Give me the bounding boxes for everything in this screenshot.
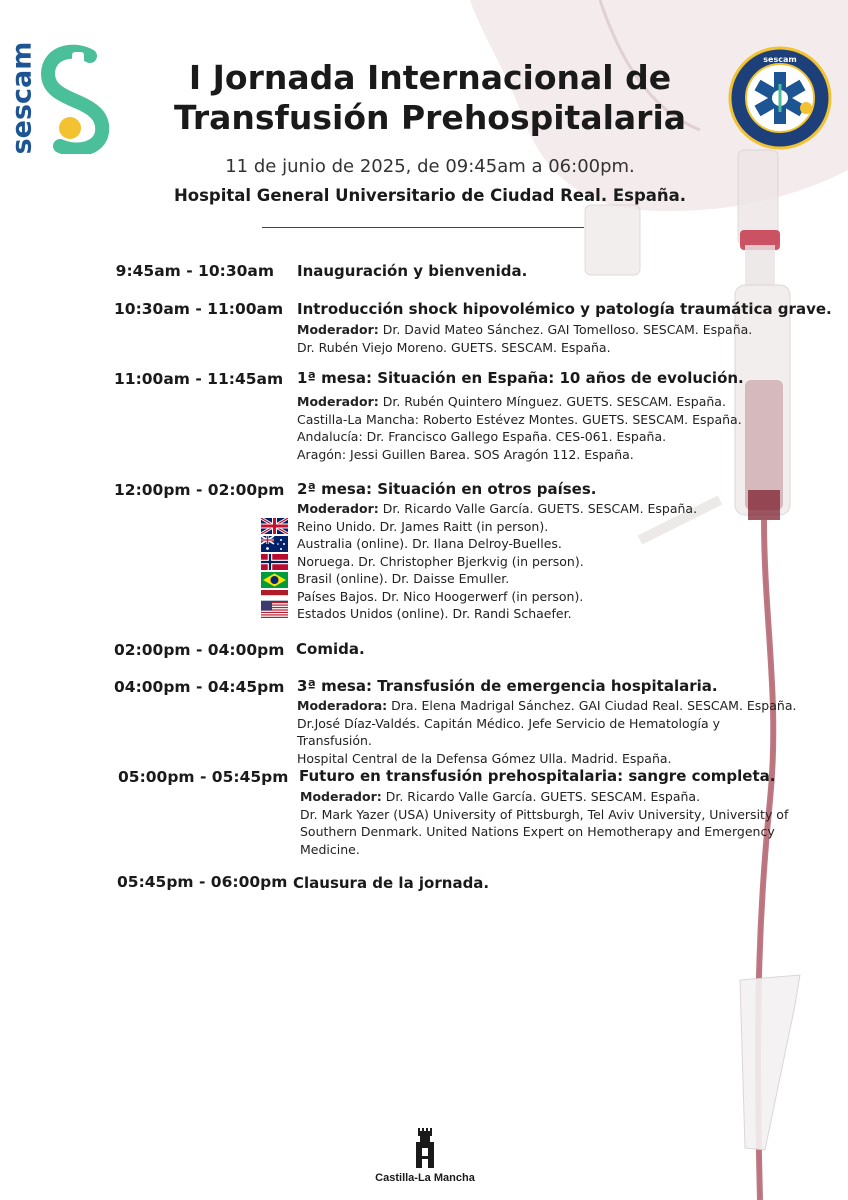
australia-flag-icon [261, 536, 288, 552]
castle-icon [360, 1126, 490, 1170]
session-title: Introducción shock hipovolémico y patología traumática grave. [297, 300, 832, 318]
uk-flag-icon [261, 518, 288, 534]
usa-flag-icon [261, 602, 288, 618]
session-details: Moderador: Dr. Ricardo Valle García. GUETS. SESCAM. España. Dr. Mark Yazer (USA) University of Pittsburgh, Tel Aviv University, University of Southern Denmark. United Nations Expert on Hemotherapy and Emergency Medicine. [300, 789, 789, 857]
session-time: 02:00pm - 04:00pm [114, 641, 285, 659]
region-name: Castilla-La Mancha [375, 1172, 475, 1184]
session-time: 05:45pm - 06:00pm [117, 873, 288, 891]
session-details: Moderador: Dr. Ricardo Valle García. GUETS. SESCAM. España. Reino Unido. Dr. James Raitt (in person). Australia (online). Dr. Ilana Delroy-Buelles. Noruega. Dr. Christopher Bjerkvig (in person). Brasil (online). Dr. Daisse Emuller. Países Bajos. Dr. Nico Hoogerwerf (in person). Estados Unidos (online). Dr. Randi Schaefer. [297, 501, 698, 621]
castilla-la-mancha-logo [360, 1126, 490, 1190]
page-title: I Jornada Internacional de Transfusión Prehospitalaria [173, 58, 687, 137]
event-venue: Hospital General Universitario de Ciudad Real. España. [173, 186, 687, 205]
session-title: Comida. [296, 640, 365, 658]
norway-flag-icon [261, 554, 288, 570]
session-details: Moderadora: Dra. Elena Madrigal Sánchez. GAI Ciudad Real. SESCAM. España. Dr.José Díaz-Valdés. Capitán Médico. Jefe Servicio de Hematología y Transfusión. Hospital Central de la Defensa Gómez Ulla. Madrid. España. [297, 698, 797, 766]
session-time: 10:30am - 11:00am [114, 300, 284, 318]
sescam-wordmark: sescam [6, 41, 38, 155]
session-time: 05:00pm - 05:45pm [118, 768, 289, 786]
session-time: 04:00pm - 04:45pm [114, 678, 285, 696]
session-title: 3ª mesa: Transfusión de emergencia hospitalaria. [297, 677, 718, 695]
svg-text:sescam: sescam [763, 55, 797, 64]
session-time: 9:45am - 10:30am [115, 262, 274, 280]
session-title: Clausura de la jornada. [293, 874, 490, 892]
session-title: Inauguración y bienvenida. [297, 262, 528, 280]
session-title: 2ª mesa: Situación en otros países. [297, 480, 597, 498]
session-details: Moderador: Dr. David Mateo Sánchez. GAI Tomelloso. SESCAM. España. Dr. Rubén Viejo Moreno. GUETS. SESCAM. España. [297, 322, 753, 355]
session-title: 1ª mesa: Situación en España: 10 años de evolución. [297, 369, 744, 387]
session-title: Futuro en transfusión prehospitalaria: sangre completa. [299, 767, 776, 785]
session-details: Moderador: Dr. Rubén Quintero Mínguez. GUETS. SESCAM. España. Castilla-La Mancha: Roberto Estévez Montes. GUETS. SESCAM. España. Andalucía: Dr. Francisco Gallego España. CES-061. España. Aragón: Jessi Guillen Barea. SOS Aragón 112. España. [297, 394, 742, 462]
event-date: 11 de junio de 2025, de 09:45am a 06:00pm. [225, 156, 635, 177]
brazil-flag-icon [261, 572, 288, 588]
session-time: 11:00am - 11:45am [114, 370, 284, 388]
session-time: 12:00pm - 02:00pm [114, 481, 285, 499]
